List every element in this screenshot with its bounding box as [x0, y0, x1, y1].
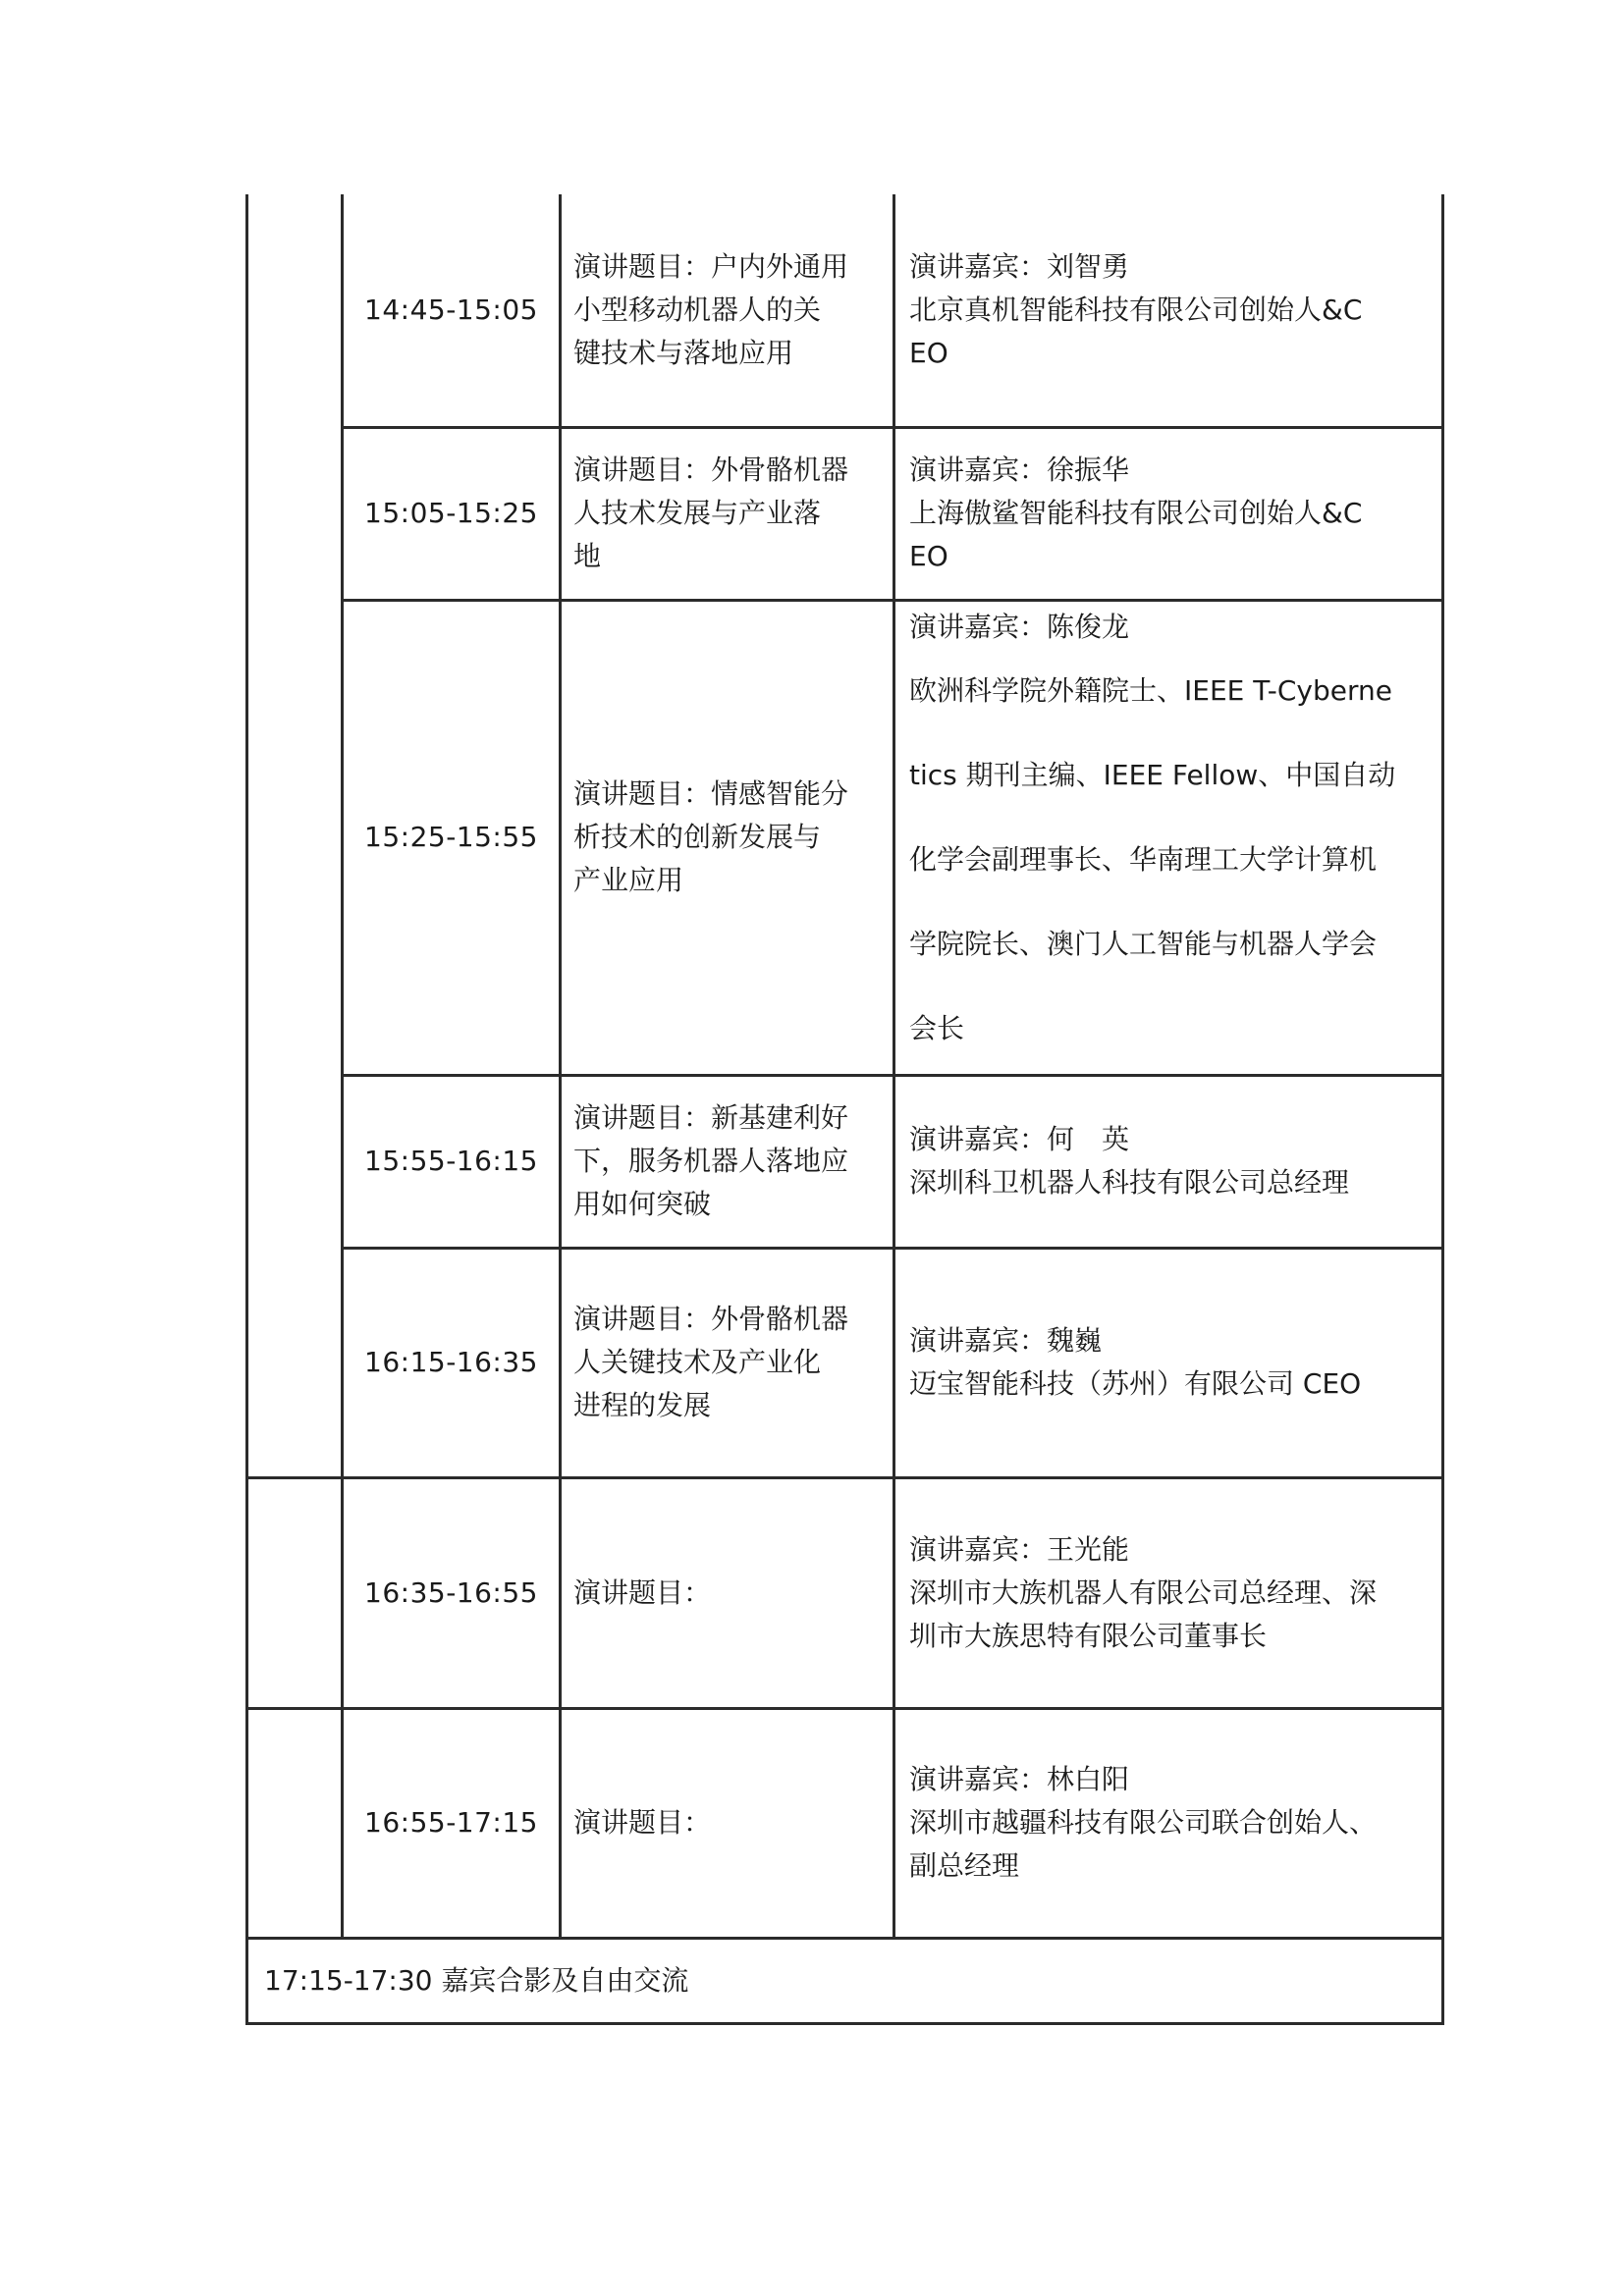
table-row [247, 427, 1443, 600]
topic-text: 产业应用 [573, 864, 684, 896]
speaker-name: 徐振华 [1047, 454, 1130, 486]
topic-text: 地 [573, 540, 602, 572]
speaker-label: 演讲嘉宾： [909, 1123, 1048, 1155]
topic-cell [561, 1708, 894, 1938]
speaker-label: 演讲嘉宾： [909, 1763, 1048, 1795]
topic-cell [561, 427, 894, 600]
topic-text: 外骨骼机器 [711, 1303, 849, 1335]
table-row [247, 1477, 1443, 1708]
topic-text: 用如何突破 [573, 1188, 712, 1220]
topic-text: 下，服务机器人落地应 [573, 1145, 849, 1177]
affiliation-text: 深圳科卫机器人科技有限公司总经理 [909, 1166, 1350, 1199]
topic-text: 进程的发展 [573, 1389, 712, 1421]
footer-row [247, 1938, 1443, 2023]
topic-cell [561, 194, 894, 427]
topic-label: 演讲题目： [573, 249, 712, 283]
speaker-cell [894, 1248, 1443, 1477]
topic-label: 演讲题目： [573, 1575, 712, 1609]
time-cell [343, 194, 561, 427]
topic-text: 人关键技术及产业化 [573, 1346, 822, 1378]
affiliation-text: 上海傲鲨智能科技有限公司创始人&C [909, 497, 1363, 529]
topic-label: 演讲题目： [573, 1806, 712, 1839]
affiliation-text: tics 期刊主编、IEEE Fellow、中国自动 [909, 758, 1396, 791]
speaker-cell [894, 1477, 1443, 1708]
affiliation-text: 副总经理 [909, 1849, 1020, 1882]
topic-cell [561, 600, 894, 1075]
topic-text: 键技术与落地应用 [573, 336, 794, 369]
affiliation-text: 化学会副理事长、华南理工大学计算机 [909, 842, 1378, 876]
topic-cell [561, 1477, 894, 1708]
speaker-cell [894, 1708, 1443, 1938]
speaker-cell [894, 600, 1443, 1075]
table-row [247, 194, 1443, 427]
time-cell [343, 427, 561, 600]
speaker-label: 演讲嘉宾： [909, 1532, 1048, 1566]
topic-label: 演讲题目： [573, 454, 712, 486]
time-text: 15:25-15:55 [364, 821, 538, 853]
speaker-label: 演讲嘉宾： [909, 249, 1048, 283]
speaker-cell [894, 1075, 1443, 1248]
speaker-label: 演讲嘉宾： [909, 454, 1048, 486]
topic-text: 户内外通用 [711, 249, 849, 283]
topic-cell [561, 1248, 894, 1477]
affiliation-text: 深圳市大族机器人有限公司总经理、深 [909, 1575, 1378, 1609]
topic-label: 演讲题目： [573, 777, 712, 810]
time-cell [343, 1708, 561, 1938]
schedule-table [245, 194, 1444, 2025]
affiliation-text: 会长 [909, 1011, 965, 1044]
time-text: 16:15-16:35 [364, 1346, 538, 1378]
time-cell [343, 600, 561, 1075]
topic-label: 演讲题目： [573, 1101, 712, 1134]
footer-text: 17:15-17:30 嘉宾合影及自由交流 [264, 1963, 689, 1997]
topic-text: 外骨骼机器 [711, 454, 849, 486]
speaker-name: 王光能 [1047, 1532, 1130, 1566]
affiliation-text: 深圳市越疆科技有限公司联合创始人、 [909, 1806, 1378, 1839]
time-text: 15:55-16:15 [364, 1145, 538, 1177]
topic-text: 新基建利好 [711, 1101, 849, 1134]
session-cell [247, 194, 343, 1477]
time-text: 14:45-15:05 [364, 293, 538, 326]
topic-text: 情感智能分 [711, 777, 849, 810]
time-cell [343, 1075, 561, 1248]
footer-cell [247, 1938, 1443, 2023]
time-text: 16:55-17:15 [364, 1806, 538, 1839]
session-cell [247, 1708, 343, 1938]
affiliation-text: 欧洲科学院外籍院士、IEEE T-Cyberne [909, 673, 1392, 707]
affiliation-text: 圳市大族思特有限公司董事长 [909, 1619, 1268, 1652]
time-text: 16:35-16:55 [364, 1575, 538, 1609]
topic-text: 人技术发展与产业落 [573, 497, 822, 529]
speaker-cell [894, 194, 1443, 427]
speaker-label: 演讲嘉宾： [909, 1324, 1048, 1357]
affiliation-text: 学院院长、澳门人工智能与机器人学会 [909, 927, 1378, 960]
time-cell [343, 1477, 561, 1708]
topic-text: 小型移动机器人的关 [573, 293, 822, 326]
speaker-name: 刘智勇 [1047, 249, 1130, 283]
speaker-name: 魏巍 [1047, 1324, 1103, 1357]
topic-label: 演讲题目： [573, 1303, 712, 1335]
table-row [247, 1708, 1443, 1938]
affiliation-text: EO [909, 540, 948, 572]
topic-cell [561, 1075, 894, 1248]
time-text: 15:05-15:25 [364, 497, 538, 529]
time-cell [343, 1248, 561, 1477]
speaker-name: 陈俊龙 [1047, 610, 1130, 643]
topic-text: 析技术的创新发展与 [573, 821, 822, 853]
speaker-label: 演讲嘉宾： [909, 610, 1048, 643]
table-row [247, 1248, 1443, 1477]
speaker-cell [894, 427, 1443, 600]
affiliation-text: 迈宝智能科技（苏州）有限公司 CEO [909, 1367, 1362, 1400]
affiliation-text: 北京真机智能科技有限公司创始人&C [909, 293, 1363, 326]
affiliation-text: EO [909, 336, 948, 369]
speaker-name: 何 英 [1047, 1123, 1130, 1155]
session-cell [247, 1477, 343, 1708]
table-row [247, 600, 1443, 1075]
speaker-name: 林白阳 [1047, 1763, 1130, 1795]
table-row [247, 1075, 1443, 1248]
